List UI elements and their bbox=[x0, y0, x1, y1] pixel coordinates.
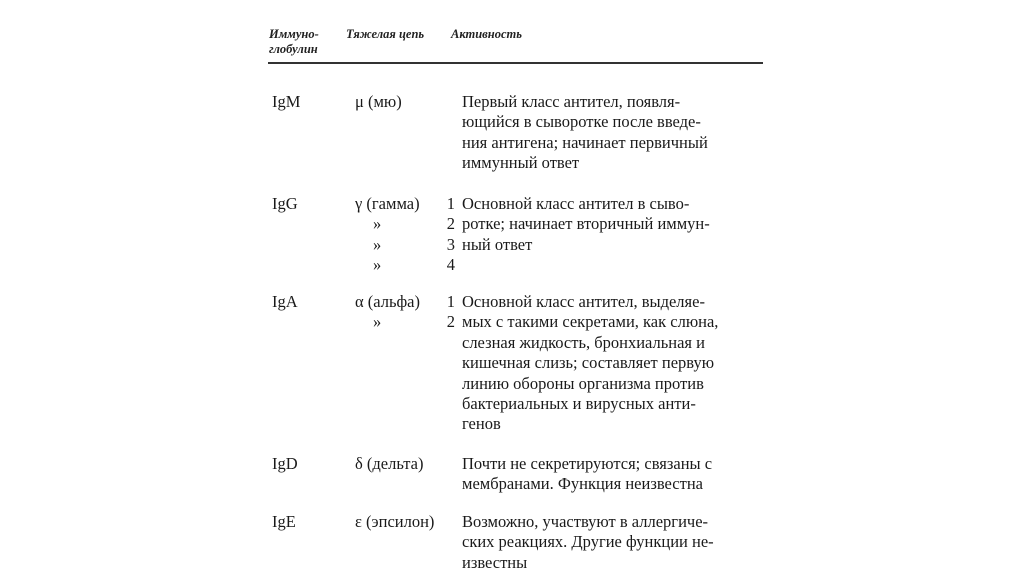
header-divider bbox=[268, 62, 763, 64]
heavy-chain-name: » bbox=[373, 312, 382, 332]
activity-line: генов bbox=[462, 414, 501, 434]
header-heavy-chain: Тяжелая цепь bbox=[346, 27, 425, 41]
heavy-chain-subclass: 3 bbox=[446, 234, 455, 254]
heavy-chain-name: α (альфа) bbox=[355, 292, 421, 311]
heavy-chain-subclass: 2 bbox=[446, 312, 455, 332]
heavy-chain-name: » bbox=[373, 214, 382, 234]
activity-line: Почти не секретируются; связаны с bbox=[462, 454, 713, 473]
heavy-chain-name: » bbox=[373, 255, 382, 275]
header-immunoglobulin-line1: Иммуно- bbox=[269, 27, 319, 41]
activity-line: Основной класс антител в сыво- bbox=[462, 194, 690, 213]
heavy-chain-name: μ (мю) bbox=[355, 92, 402, 111]
activity-line: Основной класс антител, выделяе- bbox=[462, 292, 705, 311]
activity-line: ющийся в сыворотке после введе- bbox=[462, 112, 701, 132]
activity-line: известны bbox=[462, 552, 528, 572]
immunoglobulin-name: IgM bbox=[272, 92, 301, 111]
heavy-chain-name: ε (эпсилон) bbox=[355, 512, 435, 531]
activity-line: Первый класс антител, появля- bbox=[462, 92, 681, 111]
immunoglobulin-name: IgE bbox=[272, 512, 296, 531]
heavy-chain-subclass: 1 bbox=[446, 292, 455, 311]
activity-line: ских реакциях. Другие функции не- bbox=[462, 532, 714, 552]
activity-line: иммунный ответ bbox=[462, 153, 580, 173]
activity-line: Возможно, участвуют в аллергиче- bbox=[462, 512, 709, 531]
activity-line: ния антигена; начинает первичный bbox=[462, 132, 708, 152]
activity-line: мых с такими секретами, как слюна, bbox=[462, 312, 719, 332]
activity-line: мембранами. Функция неизвестна bbox=[462, 474, 703, 494]
header-immunoglobulin-line2: глобулин bbox=[269, 42, 318, 56]
activity-line: слезная жидкость, бронхиальная и bbox=[462, 332, 705, 352]
immunoglobulin-name: IgA bbox=[272, 292, 298, 311]
activity-line: кишечная слизь; составляет первую bbox=[462, 353, 715, 373]
header-activity: Активность bbox=[451, 27, 522, 41]
heavy-chain-name: γ (гамма) bbox=[355, 194, 420, 213]
heavy-chain-name: δ (дельта) bbox=[355, 454, 424, 473]
activity-line: линию обороны организма против bbox=[462, 373, 704, 393]
activity-line: ротке; начинает вторичный иммун- bbox=[462, 214, 710, 234]
activity-line: ный ответ bbox=[462, 234, 533, 254]
heavy-chain-name: » bbox=[373, 234, 382, 254]
heavy-chain-subclass: 2 bbox=[446, 214, 455, 234]
activity-line: бактериальных и вирусных анти- bbox=[462, 394, 696, 413]
immunoglobulin-name: IgG bbox=[272, 194, 298, 213]
immunoglobulin-name: IgD bbox=[272, 454, 298, 473]
heavy-chain-subclass: 4 bbox=[446, 255, 455, 275]
heavy-chain-subclass: 1 bbox=[446, 194, 455, 213]
